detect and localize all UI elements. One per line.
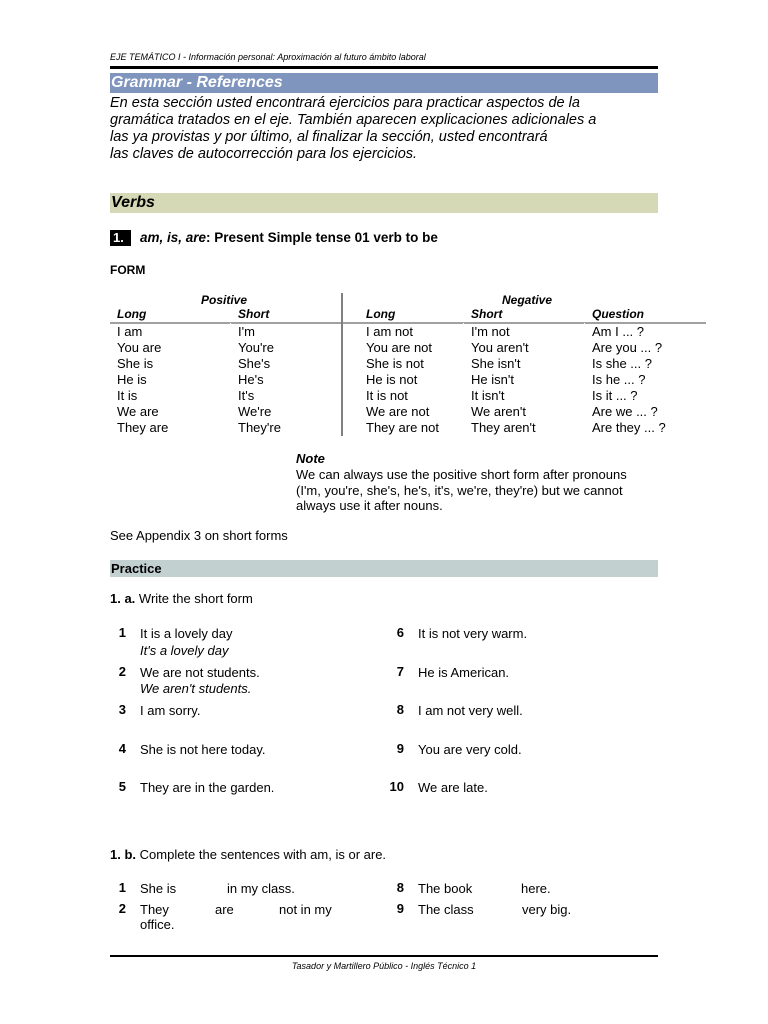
- table-cell: Are you ... ?: [592, 340, 663, 355]
- exercise-item-number: 7: [396, 664, 404, 679]
- exercise-item-number: 2: [118, 901, 126, 916]
- table-cell: They're: [238, 420, 281, 435]
- exercise-item-text: They are in the garden.: [140, 780, 275, 795]
- negative-group-header: Negative: [502, 293, 553, 307]
- table-cell: He is not: [366, 372, 418, 387]
- page-header: EJE TEMÁTICO I - Información personal: Aproximación al futuro ámbito laboral: [110, 52, 426, 62]
- table-cell: Are we ... ?: [592, 404, 658, 419]
- table-cell: It's: [238, 388, 255, 403]
- note-line: (I'm, you're, she's, he's, it's, we're, they're) but we cannot: [296, 482, 623, 498]
- table-cell: You are not: [366, 340, 433, 355]
- table-cell: He's: [238, 372, 264, 387]
- table-cell: I'm: [238, 324, 255, 339]
- table-cell: We are not: [366, 404, 430, 419]
- form-label: FORM: [110, 263, 146, 277]
- intro-line: gramática tratados en el eje. También aparecen explicaciones adicionales a: [110, 112, 597, 128]
- note-title: Note: [296, 451, 325, 466]
- table-cell: We are: [117, 404, 159, 419]
- exercise-item-text: You are very cold.: [418, 742, 522, 757]
- page-footer: Tasador y Martillero Público - Inglés Técnico 1: [291, 961, 477, 971]
- table-column-gap: [463, 323, 464, 326]
- column-header: Long: [366, 307, 396, 321]
- exercise-b-instruction: Complete the sentences with am, is or are.: [139, 847, 387, 862]
- grammar-references-bar: [110, 73, 658, 93]
- exercise-b-heading: [110, 847, 386, 862]
- exercise-item-text: He is American.: [418, 665, 510, 680]
- table-cell: She is: [117, 356, 154, 371]
- exercise-item-text: It is not very warm.: [418, 626, 528, 641]
- table-cell: It is: [117, 388, 138, 403]
- table-cell: It is not: [366, 388, 408, 403]
- exercise-item-text: We are late.: [418, 780, 488, 795]
- exercise-item-text: She is not here today.: [140, 742, 266, 757]
- table-cell: Is she ... ?: [592, 356, 652, 371]
- table-cell: I am not: [366, 324, 413, 339]
- table-cell: He is: [117, 372, 147, 387]
- intro-line: En esta sección usted encontrará ejercicios para practicar aspectos de la: [110, 95, 580, 111]
- exercise-item-text: The book: [418, 881, 473, 896]
- exercise-item-number: 5: [118, 779, 126, 794]
- exercise-item-text: office.: [140, 917, 175, 932]
- exercise-item-text: very big.: [522, 902, 572, 917]
- intro-line: las ya provistas y por último, al finalizar la sección, usted encontrará: [110, 129, 548, 145]
- table-cell: You are: [117, 340, 162, 355]
- column-header: Short: [238, 307, 270, 321]
- exercise-item-number: 6: [396, 625, 404, 640]
- table-cell: She isn't: [471, 356, 521, 371]
- column-header: Long: [117, 307, 147, 321]
- exercise-item-text: are: [215, 902, 234, 917]
- table-cell: Are they ... ?: [592, 420, 666, 435]
- exercise-item-text: It is a lovely day: [140, 626, 233, 641]
- exercise-item-number: 8: [396, 702, 404, 717]
- exercise-a-number: 1. a.: [110, 591, 136, 606]
- exercise-item-text: They: [140, 902, 169, 917]
- grammar-references-title: Grammar - References: [111, 74, 283, 91]
- exercise-item-number: 10: [389, 779, 404, 794]
- exercise-item-text: The class: [418, 902, 474, 917]
- exercise-item-number: 9: [396, 901, 404, 916]
- header-rule: [110, 66, 658, 69]
- exercise-item-answer: We aren't students.: [140, 681, 252, 696]
- exercise-a-instruction: Write the short form: [138, 591, 253, 606]
- table-cell: They aren't: [471, 420, 536, 435]
- exercise-item-number: 8: [396, 880, 404, 895]
- exercise-item-number: 1: [118, 625, 126, 640]
- table-cell: We aren't: [471, 404, 526, 419]
- table-cell: She's: [238, 356, 271, 371]
- exercise-item-text: in my class.: [227, 881, 295, 896]
- exercise-b-number: 1. b.: [110, 847, 137, 862]
- practice-bar: [110, 560, 658, 577]
- note-text: [296, 467, 627, 514]
- table-cell: He isn't: [471, 372, 514, 387]
- verbs-title: Verbs: [111, 194, 155, 211]
- section-title-rest: : Present Simple tense 01 verb to be: [206, 230, 438, 245]
- exercise-item-number: 4: [118, 741, 126, 756]
- table-cell: Am I ... ?: [592, 324, 645, 339]
- table-divider: [341, 293, 343, 436]
- exercise-item-text: She is: [140, 881, 177, 896]
- appendix-reference: See Appendix 3 on short forms: [110, 528, 288, 543]
- table-column-gap: [230, 323, 231, 326]
- table-cell: She is not: [366, 356, 424, 371]
- table-cell: We're: [238, 404, 272, 419]
- exercise-a-heading: [110, 591, 253, 606]
- table-cell: They are not: [366, 420, 439, 435]
- column-header: Short: [471, 307, 503, 321]
- note-line: We can always use the positive short form after pronouns: [296, 467, 627, 482]
- table-cell: You're: [238, 340, 274, 355]
- table-cell: It isn't: [471, 388, 505, 403]
- table-cell: They are: [117, 420, 169, 435]
- exercise-item-number: 2: [118, 664, 126, 679]
- table-cell: Is he ... ?: [592, 372, 646, 387]
- intro-line: las claves de autocorrección para los ejercicios.: [110, 146, 418, 162]
- intro-paragraph: [110, 95, 658, 163]
- note-line: always use it after nouns.: [296, 498, 443, 513]
- section-number-badge: 1.: [110, 230, 131, 246]
- footer-rule: [110, 955, 658, 957]
- exercise-item-text: here.: [521, 881, 551, 896]
- table-cell: You aren't: [471, 340, 529, 355]
- exercise-item-text: I am not very well.: [418, 703, 523, 718]
- exercise-item-answer: It's a lovely day: [140, 643, 229, 658]
- table-column-gap: [584, 323, 585, 326]
- exercise-item-text: not in my: [279, 902, 332, 917]
- column-header: Question: [592, 307, 645, 321]
- section-title-verbs: am, is, are: [140, 230, 207, 245]
- table-cell: I'm not: [471, 324, 510, 339]
- table-cell: Is it ... ?: [592, 388, 638, 403]
- exercise-item-text: We are not students.: [140, 665, 260, 680]
- exercise-item-number: 9: [396, 741, 404, 756]
- section-title: [140, 230, 438, 246]
- exercise-item-text: I am sorry.: [140, 703, 201, 718]
- positive-group-header: Positive: [201, 293, 248, 307]
- verbs-bar: [110, 193, 658, 213]
- exercise-item-number: 1: [118, 880, 126, 895]
- exercise-item-number: 3: [118, 702, 126, 717]
- practice-title: Practice: [111, 561, 162, 576]
- table-cell: I am: [117, 324, 143, 339]
